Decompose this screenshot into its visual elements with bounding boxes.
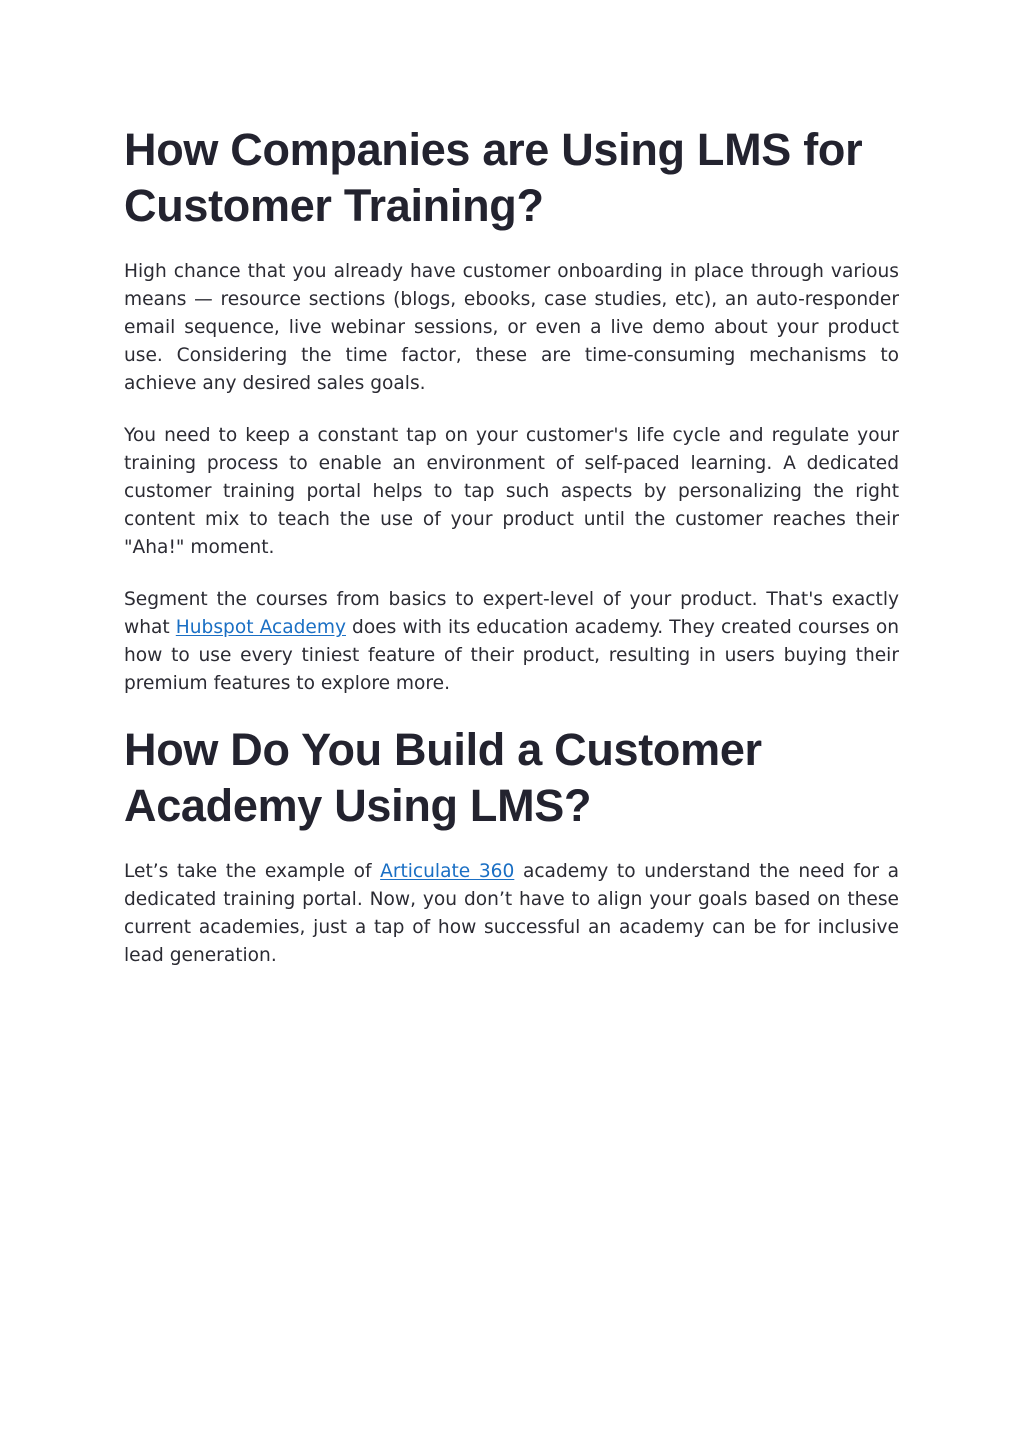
paragraph-text: does with its education academy. They created courses on how to use every tiniest feature of their product, resulting in users buying their premium features to explore more.: [124, 617, 899, 694]
paragraph-customer-onboarding: High chance that you already have customer onboarding in place through various means — resource sections (blogs, ebooks, case studies, etc), an auto-responder email sequence, live webinar sessions, or even a live demo about your product use. Considering the time factor, these are time-consuming mechanisms to achieve any desired sales goals.: [124, 261, 899, 394]
section-heading-build-customer-academy: How Do You Build a Customer Academy Using LMS?: [124, 724, 762, 831]
articulate-360-link[interactable]: Articulate 360: [380, 861, 515, 882]
paragraph-text: academy to understand the need for a dedicated training portal. Now, you don’t have to align your goals based on these current academies, just a tap of how successful an academy can be for inclusive lead generation.: [124, 861, 899, 966]
paragraph-articulate-example: [124, 858, 899, 970]
paragraph-segment-courses: [124, 586, 899, 698]
hubspot-academy-link[interactable]: Hubspot Academy: [175, 617, 346, 638]
section-heading-lms-customer-training: How Companies are Using LMS for Customer Training?: [124, 124, 863, 231]
paragraph-text: Let’s take the example of: [124, 861, 381, 882]
document-page: [124, 122, 899, 994]
paragraph-text: Segment the courses from basics to expert-level of your product. That's exactly what: [124, 589, 899, 638]
paragraph-customer-life-cycle: You need to keep a constant tap on your customer's life cycle and regulate your training process to enable an environment of self-paced learning. A dedicated customer training portal helps to tap such aspects by personalizing the right content mix to teach the use of your product until the customer reaches their "Aha!" moment.: [124, 425, 899, 558]
